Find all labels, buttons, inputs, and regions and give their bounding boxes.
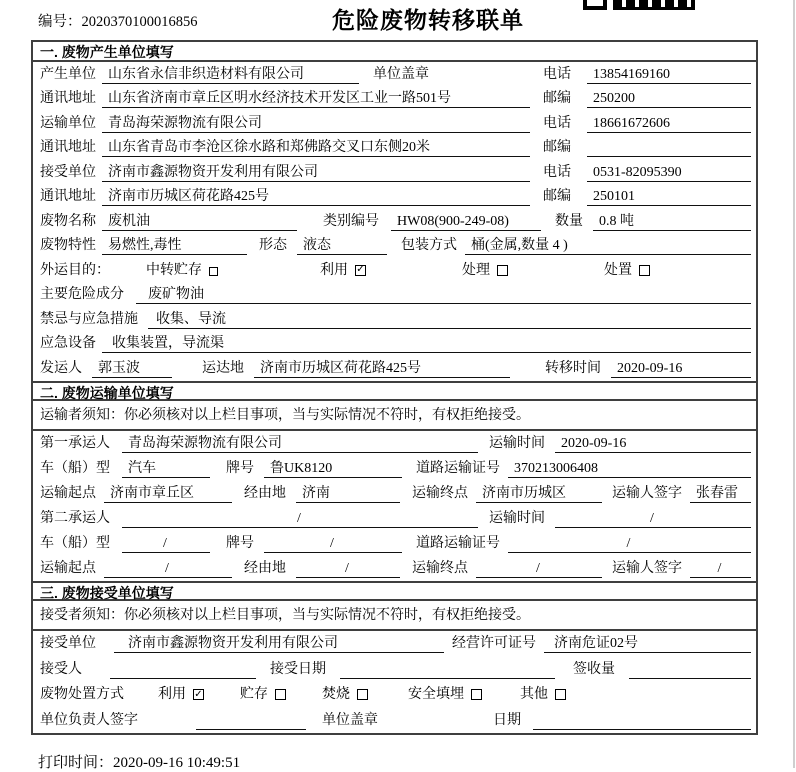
producer-zip-value: 250200	[587, 89, 751, 108]
equipment-value: 收集装置，导流渠	[102, 334, 751, 353]
waste-name-value: 废机油	[102, 212, 297, 231]
transporter-address-value: 山东省青岛市李沧区徐水路和郑佛路交叉口东侧20米	[102, 138, 530, 157]
carrier1-row	[33, 431, 756, 456]
purpose-label: 外运目的：	[40, 262, 110, 278]
transfer-time-value: 2020-09-16	[611, 359, 751, 378]
zip-label: 邮编	[543, 91, 571, 106]
option-storage: 贮存	[240, 687, 268, 702]
accept-unit-value: 济南市鑫源物资开发利用有限公司	[114, 634, 444, 653]
waste-props-row	[33, 234, 756, 259]
receiver-label: 接受单位	[40, 164, 96, 180]
date-value	[533, 711, 751, 730]
option-transfer-storage: 中转贮存	[146, 262, 202, 278]
destination-label: 运达地	[202, 360, 244, 376]
checkbox-recycle	[193, 689, 204, 700]
receiver-row	[33, 160, 756, 185]
received-qty-label: 签收量	[573, 661, 615, 677]
unit-seal-label: 单位盖章	[322, 712, 378, 728]
serial-number	[38, 10, 198, 31]
road-license2-value: /	[508, 534, 751, 553]
option-recycle: 利用	[158, 687, 186, 702]
plate-label: 牌号	[226, 535, 254, 551]
phone-label: 电话	[543, 164, 571, 180]
receiver-zip-value: 250101	[587, 187, 751, 206]
section3-heading: 三. 废物接受单位填写	[33, 581, 756, 601]
purpose-row	[33, 258, 756, 283]
producer-phone-value: 13854169160	[587, 65, 751, 84]
serial-value: 2020370100016856	[81, 14, 198, 30]
acceptor-row	[33, 656, 756, 682]
road-license-label: 道路运输证号	[416, 460, 500, 476]
transporter-row	[33, 111, 756, 136]
emergency-value: 收集、导流	[148, 310, 751, 329]
equipment-row	[33, 332, 756, 357]
destination-value: 济南市历城区荷花路425号	[254, 359, 510, 378]
transporter-value: 青岛海荣源物流有限公司	[102, 114, 530, 133]
business-license-value: 济南危证02号	[544, 634, 751, 653]
receiver-value: 济南市鑫源物资开发利用有限公司	[102, 163, 530, 182]
section3-body	[33, 631, 756, 733]
transport-time-label: 运输时间	[489, 510, 545, 526]
address-label: 通讯地址	[40, 140, 96, 155]
checkbox-disposal	[639, 265, 650, 276]
section2-heading: 二. 废物运输单位填写	[33, 381, 756, 401]
checkbox-other	[555, 689, 566, 700]
section1-body	[33, 62, 756, 381]
vehicle-type-value: 汽车	[122, 459, 210, 478]
endpoint-label: 运输终点	[412, 560, 468, 576]
checkbox-incineration	[357, 689, 368, 700]
hazard-row	[33, 283, 756, 308]
section2-body	[33, 431, 756, 581]
checkbox-storage	[275, 689, 286, 700]
plate-value: 鲁UK8120	[264, 459, 402, 478]
road-license-label: 道路运输证号	[416, 535, 500, 551]
checkbox-landfill	[471, 689, 482, 700]
via-label: 经由地	[244, 560, 286, 576]
dispatcher-value: 郭玉波	[92, 359, 172, 378]
category-value: HW08(900-249-08)	[391, 212, 541, 231]
producer-address-value: 山东省济南市章丘区明水经济技术开发区工业一路501号	[102, 89, 530, 108]
checkbox-recycle	[355, 265, 366, 276]
waste-name-row	[33, 209, 756, 234]
phone-label: 电话	[543, 115, 571, 131]
option-landfill: 安全填埋	[408, 687, 464, 702]
responsible-sign-label: 单位负责人签字	[40, 712, 138, 728]
form-label: 形态	[259, 238, 287, 253]
carrier2-row	[33, 506, 756, 531]
producer-address-row	[33, 87, 756, 112]
option-incineration: 焚烧	[322, 687, 350, 702]
transport-time2-value: /	[555, 509, 751, 528]
carrier-sign-label: 运输人签字	[612, 485, 682, 501]
serial-label: 编号：	[38, 14, 82, 30]
receiver-address-value: 济南市历城区荷花路425号	[102, 187, 530, 206]
transporter-zip-value	[587, 138, 751, 157]
window-edge-line	[793, 0, 795, 768]
carrier2-label: 第二承运人	[40, 510, 110, 526]
origin-label: 运输起点	[40, 560, 96, 576]
packaging-value: 桶(金属,数量 4 )	[465, 236, 751, 255]
acceptor-label: 接受人	[40, 661, 82, 677]
responsible-sign-value	[196, 711, 306, 730]
received-qty-value	[629, 660, 751, 679]
checkmark: ✓	[356, 264, 365, 275]
carrier2-value: /	[122, 509, 478, 528]
producer-value: 山东省永信非织造材料有限公司	[102, 65, 359, 84]
vehicle-type-label: 车（船）型	[40, 460, 110, 476]
transport-time-value: 2020-09-16	[555, 434, 751, 453]
via-value: 济南	[296, 484, 400, 503]
vehicle1-row	[33, 456, 756, 481]
transport-time-label: 运输时间	[489, 435, 545, 451]
waste-name-label: 废物名称	[40, 213, 96, 229]
dispatcher-label: 发运人	[40, 360, 82, 376]
equipment-label: 应急设备	[40, 336, 96, 351]
vehicle2-row	[33, 531, 756, 556]
emergency-row	[33, 307, 756, 332]
acceptor-value	[110, 660, 256, 679]
transporter-address-row	[33, 136, 756, 161]
packaging-label: 包装方式	[401, 238, 457, 253]
date-label: 日期	[493, 712, 521, 728]
section1-heading: 一. 废物产生单位填写	[33, 42, 756, 62]
qr-finder-fragment	[583, 0, 607, 10]
endpoint-label: 运输终点	[412, 485, 468, 501]
emergency-label: 禁忌与应急措施	[40, 311, 138, 327]
receiver-address-row	[33, 185, 756, 210]
vehicle-type-label: 车（船）型	[40, 535, 110, 551]
checkbox-transfer-storage	[209, 267, 218, 276]
disposal-method-label: 废物处置方式	[40, 687, 124, 702]
seal-label: 单位盖章	[373, 66, 429, 82]
carrier-sign-value: 张春雷	[690, 484, 751, 503]
endpoint-value: 济南市历城区	[476, 484, 602, 503]
plate2-value: /	[264, 534, 402, 553]
manifest-form	[31, 40, 758, 735]
phone-label: 电话	[543, 66, 571, 82]
responsible-sign-row	[33, 707, 756, 733]
carrier-sign-label: 运输人签字	[612, 560, 682, 576]
qr-modules-fragment	[613, 0, 695, 10]
disposal-method-row	[33, 682, 756, 708]
transporter-label: 运输单位	[40, 115, 96, 131]
form-value: 液态	[297, 236, 387, 255]
plate-label: 牌号	[226, 460, 254, 476]
hazard-label: 主要危险成分	[40, 287, 124, 302]
section2-notice: 运输者须知：你必须核对以上栏目事项，当与实际情况不符时，有权拒绝接受。	[33, 401, 756, 431]
dispatch-row	[33, 356, 756, 381]
accept-unit-row	[33, 631, 756, 657]
page-title: 危险废物转移联单	[332, 7, 524, 33]
checkmark: ✓	[194, 688, 203, 700]
producer-row	[33, 62, 756, 87]
carrier-sign2-value: /	[690, 559, 751, 578]
receiver-phone-value: 0531-82095390	[587, 163, 751, 182]
endpoint2-value: /	[476, 559, 602, 578]
option-disposal: 处置	[604, 262, 632, 278]
transporter-phone-value: 18661672606	[587, 114, 751, 133]
accept-date-value	[340, 660, 555, 679]
address-label: 通讯地址	[40, 189, 96, 204]
origin-value: 济南市章丘区	[104, 484, 232, 503]
zip-label: 邮编	[543, 140, 571, 155]
business-license-label: 经营许可证号	[452, 636, 536, 651]
print-time: 打印时间：2020-09-16 10:49:51	[38, 755, 241, 771]
quantity-label: 数量	[555, 213, 583, 229]
checkbox-treatment	[497, 265, 508, 276]
hazard-value: 废矿物油	[136, 285, 751, 304]
via2-value: /	[296, 559, 400, 578]
option-treatment: 处理	[462, 262, 490, 278]
carrier1-label: 第一承运人	[40, 435, 110, 451]
via-label: 经由地	[244, 485, 286, 501]
road-license-value: 370213006408	[508, 459, 751, 478]
option-other: 其他	[520, 687, 548, 702]
qr-stamp-fragment	[583, 0, 695, 11]
waste-props-value: 易燃性,毒性	[102, 236, 247, 255]
zip-label: 邮编	[543, 189, 571, 204]
carrier1-value: 青岛海荣源物流有限公司	[122, 434, 478, 453]
option-recycle: 利用	[320, 262, 348, 278]
route2-row	[33, 556, 756, 581]
category-label: 类别编号	[323, 213, 379, 229]
accept-date-label: 接受日期	[270, 661, 326, 677]
origin2-value: /	[104, 559, 232, 578]
address-label: 通讯地址	[40, 91, 96, 106]
waste-props-label: 废物特性	[40, 238, 96, 253]
route1-row	[33, 481, 756, 506]
producer-label: 产生单位	[40, 66, 96, 82]
quantity-value: 0.8 吨	[593, 212, 751, 231]
section3-notice: 接受者须知：你必须核对以上栏目事项，当与实际情况不符时，有权拒绝接受。	[33, 601, 756, 631]
accept-unit-label: 接受单位	[40, 636, 96, 651]
vehicle-type2-value: /	[122, 534, 210, 553]
origin-label: 运输起点	[40, 485, 96, 501]
transfer-time-label: 转移时间	[545, 360, 601, 376]
